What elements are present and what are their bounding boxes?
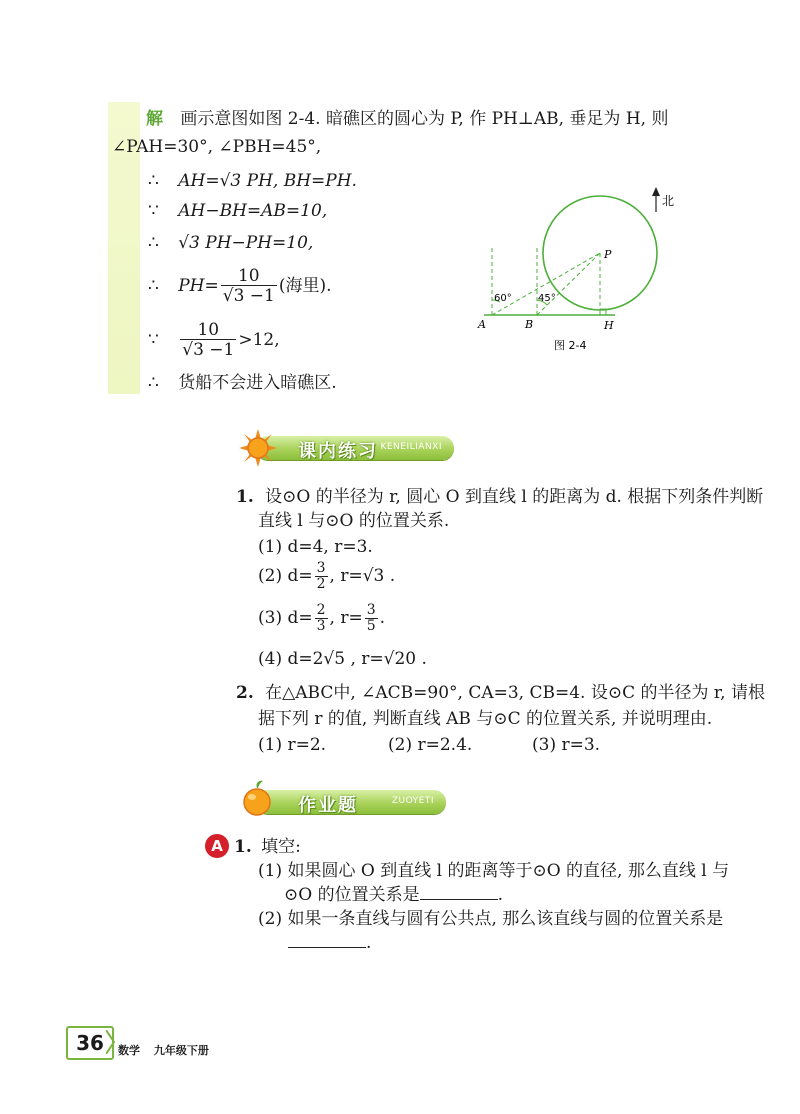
solution-line-2: ∠PAH=30°, ∠PBH=45°,: [112, 137, 322, 157]
fraction-denominator: √3 −1: [222, 286, 275, 306]
practice-q1-a: (1) d=4, r=3.: [258, 537, 373, 557]
question-number: 2.: [236, 683, 254, 703]
therefore-symbol: ∴: [148, 171, 159, 191]
practice-q2-line-2: 据下列 r 的值, 判断直线 AB 与⊙C 的位置关系, 并说明理由.: [258, 709, 713, 729]
practice-q2-c: (3) r=3.: [532, 735, 601, 755]
solution-step-1: [148, 170, 357, 192]
therefore-symbol: ∴: [148, 233, 159, 253]
step-5-fraction: [180, 321, 236, 360]
answer-blank-2[interactable]: [288, 933, 366, 948]
homework-q1-a-text: ⊙O 的位置关系是: [284, 885, 420, 905]
label-a: A: [478, 318, 486, 331]
solution-label: 解: [146, 109, 163, 129]
question-number: 1.: [234, 837, 252, 857]
practice-pinyin: KENEILIANXI: [380, 442, 442, 452]
step-2-text: AH−BH=AB=10,: [178, 201, 328, 221]
step-1-text: AH=√3 PH, BH=PH.: [178, 171, 357, 191]
page-number: 36: [66, 1026, 114, 1060]
step-5-right: >12,: [238, 330, 280, 350]
practice-q2-b: (2) r=2.4.: [388, 735, 473, 755]
label-b: B: [525, 318, 534, 331]
because-symbol: ∵: [148, 201, 159, 221]
answer-blank-1[interactable]: [420, 885, 498, 900]
practice-q2-text-1: 在△ABC中, ∠ACB=90°, CA=3, CB=4. 设⊙C 的半径为 r, 请根: [265, 683, 765, 703]
step-3-text: √3 PH−PH=10,: [178, 233, 314, 253]
label-p: P: [604, 248, 612, 261]
solution-step-2: [148, 200, 327, 222]
q1-b-left: (2) d=: [258, 566, 313, 586]
step-4-fraction: [221, 267, 277, 306]
fraction-numerator: 10: [221, 267, 277, 286]
homework-banner: [256, 790, 446, 814]
homework-q1-a-line-1: (1) 如果圆心 O 到直线 l 的距离等于⊙O 的直径, 那么直线 l 与: [258, 861, 730, 881]
practice-title: 课内练习: [298, 441, 378, 462]
practice-q2-a: (1) r=2.: [258, 735, 327, 755]
practice-q1-c: [258, 598, 385, 638]
q1-c-right: .: [379, 608, 386, 628]
solution-step-3: [148, 232, 313, 254]
homework-q1-title-text: 填空:: [261, 837, 301, 857]
practice-banner: [256, 436, 454, 460]
fraction-numerator: 2: [316, 602, 326, 618]
q1-c-fraction-2: [365, 603, 378, 634]
north-arrow-icon: [652, 187, 660, 196]
dashed-ap: [492, 253, 600, 315]
figure-caption: 图 2-4: [554, 339, 587, 352]
homework-q1-b-line-2: [288, 932, 371, 954]
q1-c-mid: , r=: [329, 608, 363, 628]
figure-2-4: [470, 180, 700, 355]
footer-subject: 数学: [118, 1044, 140, 1057]
level-a-badge: A: [205, 834, 229, 858]
q1-c-left: (3) d=: [258, 608, 313, 628]
because-symbol: ∵: [148, 330, 159, 350]
practice-q1-line-1: [236, 486, 763, 508]
fraction-numerator: 3: [366, 602, 376, 618]
dashed-bp: [537, 253, 600, 315]
therefore-symbol: ∴: [148, 276, 159, 296]
therefore-symbol: ∴: [148, 373, 159, 393]
homework-q1-a-line-2: [284, 884, 503, 906]
q1-b-right: , r=√3 .: [329, 566, 396, 586]
period: .: [366, 933, 372, 953]
question-number: 1.: [236, 487, 254, 507]
fraction-denominator: √3 −1: [182, 340, 235, 360]
label-h: H: [604, 319, 614, 332]
north-label: 北: [662, 194, 675, 208]
homework-q1-b-line-1: (2) 如果一条直线与圆有公共点, 那么该直线与圆的位置关系是: [258, 909, 724, 929]
fraction-numerator: 10: [180, 321, 236, 340]
practice-q1-b: [258, 556, 395, 596]
angle-label-45: 45°: [538, 293, 556, 304]
fraction-denominator: 5: [366, 618, 376, 634]
solution-line-1: [146, 108, 668, 130]
fraction-denominator: 3: [316, 618, 326, 634]
homework-q1-title: [234, 836, 301, 858]
practice-q1-text-1: 设⊙O 的半径为 r, 圆心 O 到直线 l 的距离为 d. 根据下列条件判断: [265, 487, 764, 507]
practice-q1-line-2: 直线 l 与⊙O 的位置关系.: [258, 511, 450, 531]
homework-pinyin: ZUOYETI: [391, 796, 434, 806]
q1-b-fraction: [315, 561, 328, 592]
period: .: [497, 885, 503, 905]
practice-q2-line-1: [236, 682, 765, 704]
step-4-right: (海里).: [278, 276, 332, 296]
step-4-left: PH=: [178, 276, 219, 296]
orange-icon: [240, 780, 276, 818]
angle-label-60: 60°: [494, 293, 512, 304]
fraction-denominator: 2: [316, 576, 326, 592]
homework-title: 作业题: [298, 795, 358, 816]
practice-q1-d: (4) d=2√5 , r=√20 .: [258, 649, 427, 669]
step-6-text: 货船不会进入暗礁区.: [178, 373, 337, 393]
sun-icon: [238, 428, 278, 468]
q1-c-fraction-1: [315, 603, 328, 634]
solution-text-1: 画示意图如图 2-4. 暗礁区的圆心为 P, 作 PH⊥AB, 垂足为 H, 则: [180, 109, 669, 129]
solution-step-4: [148, 262, 332, 310]
footer-book-title: [118, 1042, 209, 1058]
footer-grade: 九年级下册: [153, 1044, 209, 1057]
fraction-numerator: 3: [316, 560, 326, 576]
solution-step-6: [148, 372, 337, 394]
solution-step-5: [148, 316, 280, 364]
